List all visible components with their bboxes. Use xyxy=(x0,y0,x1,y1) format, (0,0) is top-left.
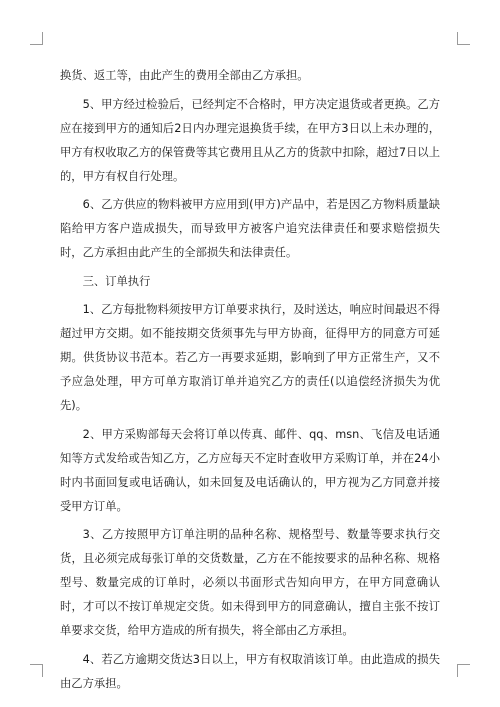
paragraph-clause-6: 6、乙方供应的物料被甲方应用到(甲方)产品中，若是因乙方物料质量缺陷给甲方客户造成损失，而导致甲方被客户追究法律责任和要求赔偿损失时，乙方承担由此产生的全部损失和法律责任。 xyxy=(60,198,440,259)
paragraph-clause-5: 5、甲方经过检验后，已经判定不合格时，甲方决定退货或者更换。乙方应在接到甲方的通知后2日内办理完退换货手续，在甲方3日以上未办理的，甲方有权收取乙方的保管费等其它费用且从乙方的货款中扣除，超过7日以上的，甲方有权自行处理。 xyxy=(60,97,440,183)
paragraph-order-clause-3: 3、乙方按照甲方订单注明的品种名称、规格型号、数量等要求执行交货，且必须完成每张订单的交货数量，乙方在不能按要求的品种名称、规格型号、数量完成的订单时，必须以书面形式告知向甲方，在甲方同意确认时，才可以不按订单规定交货。如未得到甲方的同意确认，擅自主张不按订单要求交货，给甲方造成的所有损失，将全部由乙方承担。 xyxy=(60,528,440,637)
paragraph-continuation: 换货、返工等，由此产生的费用全部由乙方承担。 xyxy=(60,69,309,82)
corner-crop-mark xyxy=(457,664,470,677)
paragraph-order-clause-1: 1、乙方每批物料须按甲方订单要求执行，及时送达，响应时间最迟不得超过甲方交期。如不能按期交货须事先与甲方协商，征得甲方的同意方可延期。供货协议书范本。若乙方一再要求延期，影响到了甲方正常生产，又不予应急处理，甲方可单方取消订单并追究乙方的责任(以追偿经济损失为优先)。 xyxy=(60,303,440,412)
corner-crop-mark xyxy=(30,664,43,677)
paragraph-order-clause-4: 4、若乙方逾期交货达3日以上，甲方有权取消该订单。由此造成的损失由乙方承担。 xyxy=(60,652,440,690)
document-body xyxy=(60,64,440,696)
corner-crop-mark xyxy=(30,32,43,45)
section-heading-order-execution: 三、订单执行 xyxy=(82,274,151,288)
corner-crop-mark xyxy=(457,32,470,45)
paragraph-order-clause-2: 2、甲方采购部每天会将订单以传真、邮件、qq、msn、飞信及电话通知等方式发给或告知乙方，乙方应每天不定时查收甲方采购订单，并在24小时内书面回复或电话确认，如未回复及电话确认的，甲方视为乙方同意并接受甲方订单。 xyxy=(60,427,440,513)
